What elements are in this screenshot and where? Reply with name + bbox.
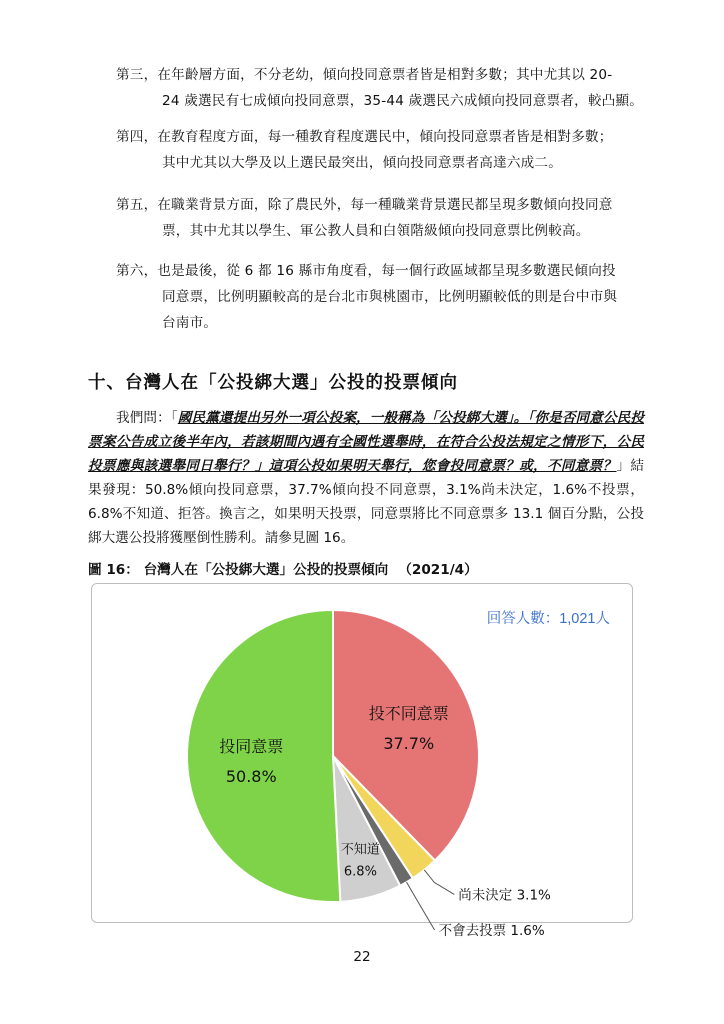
slice-value-5: 6.8% — [343, 864, 377, 880]
paragraph-occupation — [116, 192, 644, 244]
figure-caption-text: 圖 16： 台灣人在「公投綁大選」公投的投票傾向 — [88, 562, 389, 578]
slice-value-1: 50.8% — [225, 767, 277, 787]
paragraph-region — [116, 258, 644, 336]
slice-callout-3: 尚未決定 3.1% — [458, 887, 551, 904]
slice-label-5: 不知道 — [340, 842, 380, 858]
paragraph-line: 第五，在職業背景方面，除了農民外，每一種職業背景選民都呈現多數傾向投同意 — [116, 197, 613, 213]
paragraph-age — [116, 62, 644, 114]
body-paragraph — [88, 406, 644, 550]
paragraph-line: 24 歲選民有七成傾向投同意票，35-44 歲選民六成傾向投同意票者，較凸顯。 — [162, 93, 644, 109]
page-number: 22 — [353, 949, 371, 965]
slice-label-1: 投同意票 — [219, 737, 284, 757]
paragraph-line: 其中尤其以大學及以上選民最突出，傾向投同意票者高達六成二。 — [162, 155, 563, 171]
figure-year: （2021/4） — [398, 562, 478, 578]
paragraph-line: 台南市。 — [162, 315, 218, 331]
slice-value-2: 37.7% — [383, 734, 435, 754]
figure-caption — [88, 558, 478, 578]
paragraph-line: 第三，在年齡層方面，不分老幼，傾向投同意票者皆是相對多數；其中尤其以 20- — [116, 67, 613, 83]
paragraph-line: 同意票，比例明顯較高的是台北市與桃園市，比例明顯較低的則是台中市與 — [162, 289, 618, 305]
body-result: 」結果發現：50.8%傾向投同意票，37.7%傾向投不同意票，3.1%尚未決定，1.6%不投票，6.8%不知道、拒答。換言之，如果明天投票，同意票將比不同意票多 13.1 個百分點，公投綁大選公投將獲壓倒性勝利。請參見圖 16。 — [88, 458, 645, 546]
slice-label-2: 投不同意票 — [368, 704, 449, 724]
paragraph-line: 票，其中尤其以學生、軍公教人員和白領階級傾向投同意票比例較高。 — [162, 223, 590, 239]
paragraph-line: 第四，在教育程度方面，每一種教育程度選民中，傾向投同意票者皆是相對多數； — [116, 129, 613, 145]
survey-question: 國民黨還提出另外一項公投案，一般稱為「公投綁大選」。「你是否同意公民投票案公告成立後半年內，若該期間內遇有全國性選舉時，在符合公投法規定之情形下，公民投票應與該選舉同日舉行？」這項公投如果明天舉行，您會投同意票？或，不同意票？ — [88, 410, 644, 474]
slice-callout-4: 不會去投票 1.6% — [438, 922, 545, 939]
paragraph-line: 第六，也是最後，從 6 都 16 縣市角度看，每一個行政區域都呈現多數選民傾向投 — [116, 263, 616, 279]
pie-chart — [92, 584, 632, 939]
pie-chart-frame — [91, 583, 633, 939]
respondents-count: 回答人數：1,021人 — [486, 611, 610, 627]
leader-line-4 — [407, 882, 435, 930]
paragraph-education — [116, 124, 644, 176]
section-heading: 十、台灣人在「公投綁大選」公投的投票傾向 — [88, 373, 458, 393]
body-intro: 我們問：「 — [116, 410, 178, 426]
leader-line-3 — [424, 870, 454, 894]
